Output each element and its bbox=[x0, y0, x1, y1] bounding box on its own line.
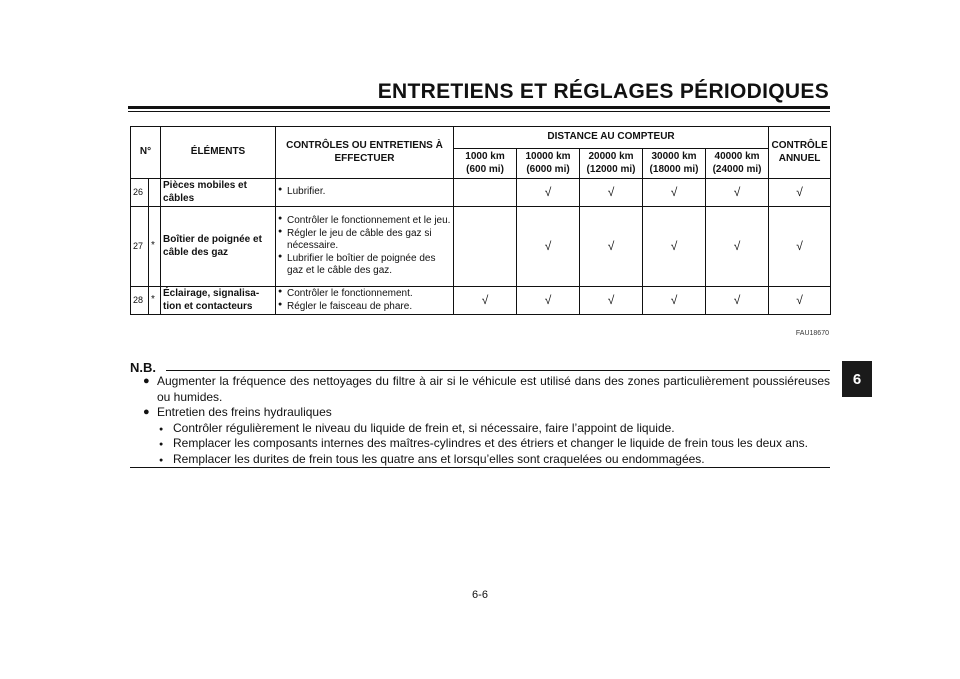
row-number: 28 bbox=[131, 287, 149, 315]
header-interval: 10000 km (6000 mi) bbox=[517, 149, 580, 179]
check-cell: √ bbox=[580, 287, 643, 315]
check-cell: √ bbox=[643, 179, 706, 207]
table-row bbox=[131, 287, 831, 315]
note-subitem bbox=[143, 421, 830, 437]
row-star bbox=[149, 179, 161, 207]
header-interval: 1000 km (600 mi) bbox=[454, 149, 517, 179]
header-operations: CONTRÔLES OU ENTRETIENS À EFFECTUER bbox=[276, 127, 454, 179]
row-operations bbox=[276, 287, 454, 315]
check-cell: √ bbox=[706, 287, 769, 315]
check-cell: √ bbox=[454, 287, 517, 315]
operation-item: ● Régler le faisceau de phare. bbox=[278, 301, 451, 314]
table-row bbox=[131, 179, 831, 207]
operation-item: ● Lubrifier le boîtier de poignée des gaz et le câble des gaz. bbox=[278, 253, 451, 278]
check-cell: √ bbox=[580, 179, 643, 207]
check-cell bbox=[454, 179, 517, 207]
note-rule bbox=[166, 370, 830, 371]
bullet-icon: ● bbox=[143, 406, 150, 418]
note-text: Augmenter la fréquence des nettoyages du filtre à air si le véhicule est utilisé dans des zones particulièrement poussiéreuses ou humides. bbox=[157, 374, 830, 404]
check-cell bbox=[454, 207, 517, 287]
operation-item: ● Régler le jeu de câble des gaz si nécessaire. bbox=[278, 228, 451, 253]
note-subitem bbox=[143, 452, 830, 468]
bullet-icon: ● bbox=[159, 441, 164, 448]
check-cell: √ bbox=[517, 207, 580, 287]
check-cell: √ bbox=[769, 207, 831, 287]
check-cell: √ bbox=[769, 287, 831, 315]
row-operations bbox=[276, 207, 454, 287]
check-cell: √ bbox=[517, 179, 580, 207]
check-cell: √ bbox=[643, 287, 706, 315]
operation-item: ● Contrôler le fonctionnement et le jeu. bbox=[278, 215, 451, 228]
note-title: N.B. bbox=[130, 360, 156, 375]
note-text: Entretien des freins hydrauliques bbox=[157, 405, 332, 419]
check-cell: √ bbox=[769, 179, 831, 207]
bullet-icon: ● bbox=[143, 375, 150, 387]
row-star: * bbox=[149, 287, 161, 315]
header-elements: ÉLÉMENTS bbox=[161, 127, 276, 179]
note-list bbox=[143, 374, 830, 467]
row-number: 26 bbox=[131, 179, 149, 207]
title-rule bbox=[128, 106, 830, 109]
check-cell: √ bbox=[706, 179, 769, 207]
maintenance-table bbox=[130, 126, 831, 315]
check-cell: √ bbox=[580, 207, 643, 287]
page-number: 6-6 bbox=[472, 589, 488, 601]
header-interval: 40000 km (24000 mi) bbox=[706, 149, 769, 179]
note-subtext: Remplacer les durites de frein tous les quatre ans et lorsqu’elles sont craquelées ou endommagées. bbox=[173, 451, 705, 466]
row-element: Boîtier de poignée et câble des gaz bbox=[161, 207, 276, 287]
note-item bbox=[143, 374, 830, 405]
page-title: ENTRETIENS ET RÉGLAGES PÉRIODIQUES bbox=[377, 80, 829, 103]
operation-item: ● Lubrifier. bbox=[278, 186, 451, 199]
note-subtext: Contrôler régulièrement le niveau du liquide de frein et, si nécessaire, faire l’appoint de liquide. bbox=[173, 420, 675, 435]
row-element: Éclairage, signalisa-tion et contacteurs bbox=[161, 287, 276, 315]
note-item bbox=[143, 405, 830, 421]
row-star: * bbox=[149, 207, 161, 287]
operation-item: ● Contrôler le fonctionnement. bbox=[278, 288, 451, 301]
chapter-tab: 6 bbox=[842, 361, 872, 397]
row-number: 27 bbox=[131, 207, 149, 287]
bullet-icon: ● bbox=[159, 456, 164, 464]
check-cell: √ bbox=[517, 287, 580, 315]
header-annual: CONTRÔLE ANNUEL bbox=[769, 127, 831, 179]
header-interval: 30000 km (18000 mi) bbox=[643, 149, 706, 179]
note-subitem bbox=[143, 436, 830, 452]
note-subtext: Remplacer les composants internes des maîtres-cylindres et des étriers et changer le liquide de frein tous les deux ans. bbox=[173, 436, 808, 450]
table-row bbox=[131, 207, 831, 287]
check-cell: √ bbox=[643, 207, 706, 287]
bullet-icon: ● bbox=[159, 425, 164, 433]
header-num: N° bbox=[131, 127, 161, 179]
header-interval: 20000 km (12000 mi) bbox=[580, 149, 643, 179]
title-rule-thin bbox=[128, 111, 830, 112]
header-distance: DISTANCE AU COMPTEUR bbox=[454, 127, 769, 149]
note-bottom-rule bbox=[130, 467, 830, 468]
document-code: FAU18670 bbox=[795, 330, 829, 337]
check-cell: √ bbox=[706, 207, 769, 287]
row-element: Pièces mobiles et câbles bbox=[161, 179, 276, 207]
row-operations bbox=[276, 179, 454, 207]
